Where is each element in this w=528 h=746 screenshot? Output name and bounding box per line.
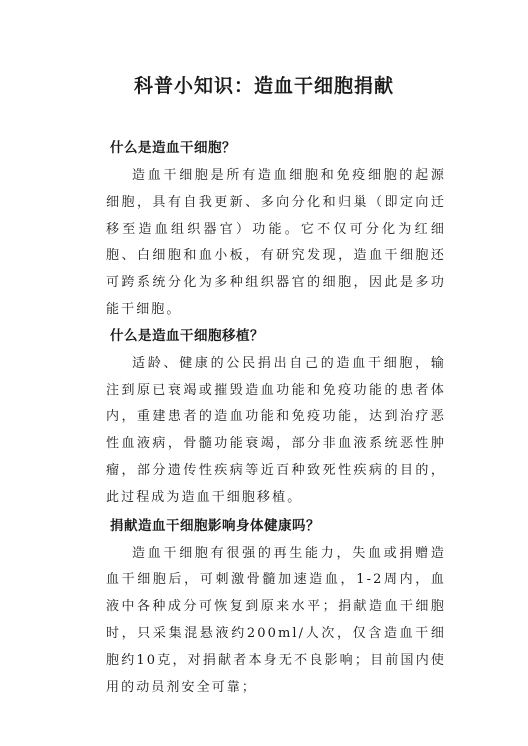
section-heading-health-impact: 捐献造血干细胞影响身体健康吗？ xyxy=(110,517,320,534)
document-body xyxy=(106,136,446,701)
section-heading-what-is-transplant: 什么是造血干细胞移植？ xyxy=(110,327,264,344)
section-heading-what-is-hsc: 什么是造血干细胞？ xyxy=(110,140,236,156)
page-title: 科普小知识：造血干细胞捐献 xyxy=(133,75,394,97)
section-paragraph-health-impact: 造血干细胞有很强的再生能力，失血或捐赠造血干细胞后，可刺激骨髓加速造血，1-2周内，血液中各种成分可恢复到原来水平；捐献造血干细胞时，只采集混悬液约200ml/人次，仅含造血干细胞约10克，对捐献者本身无不良影响；目前国内使用的动员剂安全可靠； xyxy=(106,545,446,695)
section-paragraph-what-is-hsc: 造血干细胞是所有造血细胞和免疫细胞的起源细胞，具有自我更新、多向分化和归巢（即定向迁移至造血组织器官）功能。它不仅可分化为红细胞、白细胞和血小板，有研究发现，造血干细胞还可跨系统分化为多种组织器官的细胞，因此是多功能干细胞。 xyxy=(106,168,446,317)
section-paragraph-what-is-transplant: 适龄、健康的公民捐出自己的造血干细胞，输注到原已衰竭或摧毁造血功能和免疫功能的患者体内，重建患者的造血功能和免疫功能，达到治疗恶性血液病，骨髓功能衰竭，部分非血液系统恶性肿瘤，部分遗传性疾病等近百种致死性疾病的目的，此过程成为造血干细胞移植。 xyxy=(106,355,446,505)
